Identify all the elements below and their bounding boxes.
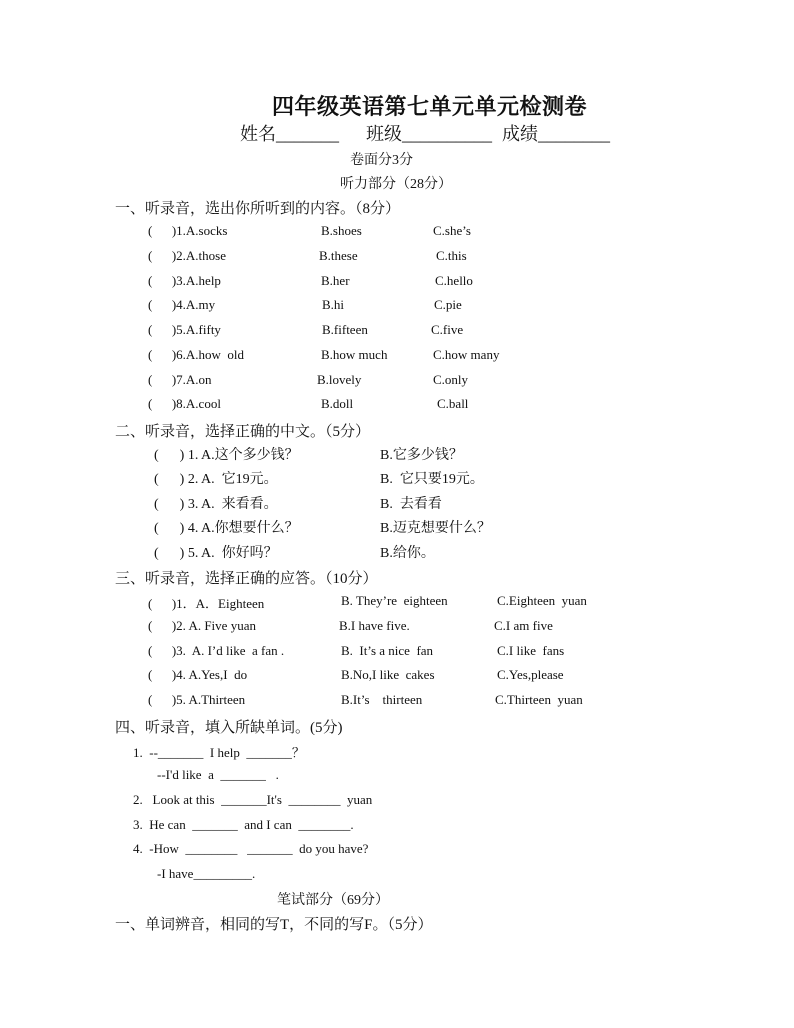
s3-q1-a: ( )1．A．Eighteen (148, 596, 265, 611)
s4-line-2: 2. Look at this _______It's ________ yuan (133, 792, 373, 807)
s3-q3-a: ( )3. A. I’d like a fan . (148, 643, 285, 658)
s1-q4-b: B.hi (322, 297, 345, 312)
s1-q8-b: B.doll (321, 396, 354, 411)
section-2-heading: 二、听录音，选择正确的中文。（5分） (115, 424, 371, 440)
s2-q3-a: ( ) 3. A. 来看看。 (154, 497, 278, 512)
s3-q3-b: B. It’s a nice fan (341, 643, 434, 658)
s1-q8-c: C.ball (437, 396, 469, 411)
s3-q5-b: B.It’s thirteen (341, 692, 423, 707)
s1-q6-c: C.how many (433, 347, 500, 362)
s2-q1-b: B.它多少钱？ (380, 448, 463, 463)
s3-q3-c: C.I like fans (497, 643, 565, 658)
s4-line-1: 1. --_______ I help _______？ (133, 745, 305, 760)
section-1-heading: 一、听录音，选出你所听到的内容。（8分） (115, 201, 401, 217)
score-field: 成绩________ (502, 124, 610, 144)
s2-q5-a: ( ) 5. A. 你好吗？ (154, 546, 278, 561)
neatness-score: 卷面分3分 (350, 153, 413, 168)
s2-q2-a: ( ) 2. A. 它19元。 (154, 472, 278, 487)
class-field: 班级__________ (366, 124, 492, 144)
name-field: 姓名_______ (240, 124, 339, 144)
s4-line-3: 3. He can _______ and I can ________. (133, 817, 354, 832)
s1-q7-b: B.lovely (317, 372, 362, 387)
s1-q6-a: ( )6.A.how old (148, 347, 245, 362)
s1-q5-b: B.fifteen (322, 322, 368, 337)
s3-q4-c: C.Yes,please (497, 667, 564, 682)
s1-q4-c: C.pie (434, 297, 462, 312)
s3-q4-a: ( )4. A.Yes,I do (148, 667, 248, 682)
listening-section-title: 听力部分（28分） (340, 177, 452, 192)
exam-title: 四年级英语第七单元单元检测卷 (272, 94, 588, 119)
section-4-heading: 四、听录音，填入所缺单词。(5分) (115, 720, 343, 736)
s1-q3-a: ( )3.A.help (148, 273, 221, 288)
section-3-heading: 三、听录音，选择正确的应答。（10分） (115, 571, 378, 587)
s2-q4-a: ( ) 4. A.你想要什么？ (154, 521, 299, 536)
s1-q2-a: ( )2.A.those (148, 248, 226, 263)
s3-q2-a: ( )2. A. Five yuan (148, 618, 256, 633)
s3-q5-c: C.Thirteen yuan (495, 692, 583, 707)
s3-q1-b: B. They’re eighteen (341, 593, 448, 608)
s2-q4-b: B.迈克想要什么？ (380, 521, 491, 536)
s2-q2-b: B. 它只要19元。 (380, 472, 484, 487)
s1-q8-a: ( )8.A.cool (148, 396, 221, 411)
s2-q3-b: B. 去看看 (380, 497, 442, 512)
s3-q1-c: C.Eighteen yuan (497, 593, 587, 608)
s1-q2-c: C.this (436, 248, 467, 263)
s1-q6-b: B.how much (321, 347, 388, 362)
s3-q5-a: ( )5. A.Thirteen (148, 692, 246, 707)
s1-q1-b: B.shoes (321, 223, 362, 238)
s1-q3-b: B.her (321, 273, 350, 288)
s4-line-4-answer: -I have_________. (157, 866, 256, 881)
s2-q1-a: ( ) 1. A.这个多少钱？ (154, 448, 299, 463)
s1-q4-a: ( )4.A.my (148, 297, 216, 312)
s3-q2-b: B.I have five. (339, 618, 410, 633)
s1-q2-b: B.these (319, 248, 358, 263)
s3-q2-c: C.I am five (494, 618, 553, 633)
section-5-heading: 一、单词辨音，相同的写T，不同的写F。（5分） (115, 917, 433, 933)
s3-q4-b: B.No,I like cakes (341, 667, 435, 682)
s1-q7-a: ( )7.A.on (148, 372, 212, 387)
s2-q5-b: B.给你。 (380, 546, 435, 561)
s4-line-4: 4. -How ________ _______ do you have? (133, 841, 369, 856)
s1-q1-c: C.she’s (433, 223, 471, 238)
s1-q1-a: ( )1.A.socks (148, 223, 228, 238)
s1-q7-c: C.only (433, 372, 469, 387)
s1-q3-c: C.hello (435, 273, 473, 288)
s1-q5-a: ( )5.A.fifty (148, 322, 221, 337)
writing-section-title: 笔试部分（69分） (277, 893, 389, 908)
s1-q5-c: C.five (431, 322, 464, 337)
s4-line-1-answer: --I'd like a _______ . (157, 767, 279, 782)
